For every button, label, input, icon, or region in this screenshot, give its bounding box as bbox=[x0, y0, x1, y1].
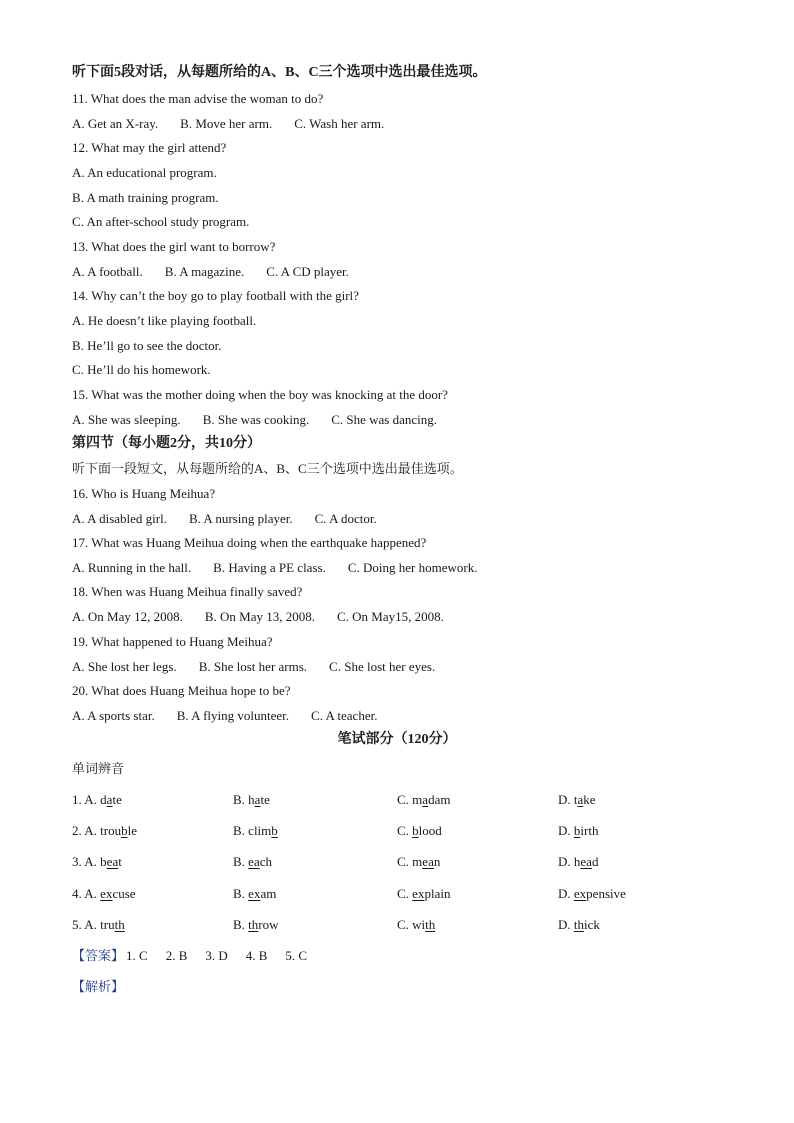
word-option bbox=[233, 854, 272, 870]
word-text: D. h bbox=[558, 854, 581, 869]
underlined-letters: b bbox=[573, 823, 581, 838]
options-20 bbox=[72, 708, 377, 724]
word-text: B. h bbox=[233, 792, 255, 807]
options-15 bbox=[72, 412, 437, 428]
question-17: 17. What was Huang Meihua doing when the earthquake happened? bbox=[72, 535, 427, 550]
options-19 bbox=[72, 659, 435, 675]
word-option bbox=[233, 823, 278, 839]
option-b: B. A flying volunteer. bbox=[176, 708, 290, 723]
question-15: 15. What was the mother doing when the boy was knocking at the door? bbox=[72, 387, 448, 402]
analysis-label: 【解析】 bbox=[72, 979, 125, 994]
underlined-letters: b bbox=[412, 823, 419, 838]
underlined-letters: ex bbox=[573, 886, 587, 901]
word-text: am bbox=[260, 886, 277, 901]
underlined-letters: a bbox=[254, 792, 261, 807]
options-18 bbox=[72, 609, 444, 625]
option-a: A. Running in the hall. bbox=[72, 560, 192, 575]
word-text: d bbox=[591, 854, 599, 869]
answer-4: 4. B bbox=[245, 948, 268, 963]
option-a: A. She was sleeping. bbox=[72, 412, 181, 427]
question-18: 18. When was Huang Meihua finally saved? bbox=[72, 584, 303, 599]
written-part-title: 笔试部分（120分） bbox=[337, 732, 457, 747]
word-text: cuse bbox=[112, 886, 136, 901]
word-option bbox=[233, 917, 279, 933]
word-text: C. bbox=[397, 886, 413, 901]
word-text: dam bbox=[428, 792, 451, 807]
question-19: 19. What happened to Huang Meihua? bbox=[72, 634, 273, 649]
word-text: irth bbox=[580, 823, 599, 838]
word-text: 5. A. tru bbox=[72, 917, 115, 932]
answer-3: 3. D bbox=[205, 948, 228, 963]
word-option bbox=[233, 792, 270, 808]
word-text: B. bbox=[233, 917, 249, 932]
options-13 bbox=[72, 264, 349, 280]
word-text: pensive bbox=[586, 886, 626, 901]
underlined-letters: ea bbox=[248, 854, 260, 869]
option-c: C. A CD player. bbox=[266, 264, 349, 279]
word-text: C. wi bbox=[397, 917, 426, 932]
option-a: A. She lost her legs. bbox=[72, 659, 177, 674]
underlined-letters: ex bbox=[100, 886, 113, 901]
word-text: C. m bbox=[397, 854, 423, 869]
word-text: plain bbox=[424, 886, 451, 901]
option-a: A. An educational program. bbox=[72, 165, 217, 180]
word-option bbox=[72, 917, 125, 933]
word-text: B. bbox=[233, 886, 249, 901]
option-b: B. He’ll go to see the doctor. bbox=[72, 338, 222, 353]
word-text: B. clim bbox=[233, 823, 272, 838]
underlined-letters: th bbox=[425, 917, 436, 932]
options-16 bbox=[72, 511, 377, 527]
underlined-letters: b bbox=[121, 823, 128, 838]
option-c: C. Doing her homework. bbox=[347, 560, 478, 575]
underlined-letters: th bbox=[573, 917, 585, 932]
option-b: B. Move her arm. bbox=[180, 116, 273, 131]
word-text: C. m bbox=[397, 792, 423, 807]
underlined-letters: ea bbox=[580, 854, 592, 869]
option-c: C. An after-school study program. bbox=[72, 214, 250, 229]
word-option bbox=[72, 792, 122, 808]
question-16: 16. Who is Huang Meihua? bbox=[72, 486, 216, 501]
word-option bbox=[397, 854, 440, 870]
word-option bbox=[397, 823, 442, 839]
answer-line bbox=[72, 948, 325, 964]
word-option bbox=[558, 792, 596, 808]
answer-label: 【答案】 bbox=[72, 948, 125, 963]
option-a: A. A disabled girl. bbox=[72, 511, 167, 526]
underlined-letters: th bbox=[114, 917, 125, 932]
word-pronunciation-title: 单词辨音 bbox=[72, 761, 125, 776]
word-text: 3. A. b bbox=[72, 854, 107, 869]
option-a: A. A sports star. bbox=[72, 708, 155, 723]
word-text: t bbox=[118, 854, 122, 869]
word-text: C. bbox=[397, 823, 413, 838]
word-text: lood bbox=[418, 823, 442, 838]
word-option bbox=[397, 792, 450, 808]
word-text: D. bbox=[558, 917, 574, 932]
word-text: B. bbox=[233, 854, 249, 869]
underlined-letters: ex bbox=[412, 886, 425, 901]
word-text: ch bbox=[259, 854, 272, 869]
answer-5: 5. C bbox=[285, 948, 308, 963]
word-option bbox=[72, 854, 122, 870]
underlined-letters: ex bbox=[248, 886, 261, 901]
word-text: D. t bbox=[558, 792, 578, 807]
option-a: A. On May 12, 2008. bbox=[72, 609, 183, 624]
word-option bbox=[558, 917, 600, 933]
option-c: C. Wash her arm. bbox=[294, 116, 385, 131]
option-a: A. A football. bbox=[72, 264, 143, 279]
word-text: D. bbox=[558, 886, 574, 901]
underlined-letters: a bbox=[106, 792, 113, 807]
options-17 bbox=[72, 560, 477, 576]
word-text: 1. A. d bbox=[72, 792, 107, 807]
section-title: 第四节（每小题2分，共10分） bbox=[72, 436, 261, 451]
word-option bbox=[72, 823, 137, 839]
word-option bbox=[72, 886, 136, 902]
option-b: B. A magazine. bbox=[164, 264, 245, 279]
option-b: B. A nursing player. bbox=[188, 511, 293, 526]
word-text: te bbox=[260, 792, 270, 807]
word-option bbox=[233, 886, 276, 902]
option-b: B. She was cooking. bbox=[202, 412, 310, 427]
option-a: A. He doesn’t like playing football. bbox=[72, 313, 257, 328]
option-b: B. A math training program. bbox=[72, 190, 219, 205]
underlined-letters: a bbox=[422, 792, 429, 807]
options-11 bbox=[72, 116, 384, 132]
word-text: row bbox=[258, 917, 279, 932]
option-b: B. Having a PE class. bbox=[213, 560, 326, 575]
option-c: C. A teacher. bbox=[311, 708, 378, 723]
word-text: ke bbox=[583, 792, 596, 807]
option-c: C. On May15, 2008. bbox=[337, 609, 444, 624]
section-instruction: 听下面一段短文，从每题所给的A、B、C三个选项中选出最佳选项。 bbox=[72, 461, 463, 476]
section-heading: 听下面5段对话，从每题所给的A、B、C三个选项中选出最佳选项。 bbox=[72, 65, 487, 80]
word-text: le bbox=[127, 823, 138, 838]
word-text: ick bbox=[584, 917, 600, 932]
word-option bbox=[397, 917, 435, 933]
question-12: 12. What may the girl attend? bbox=[72, 140, 227, 155]
word-option bbox=[558, 886, 626, 902]
question-14: 14. Why can’t the boy go to play football with the girl? bbox=[72, 288, 359, 303]
underlined-letters: ea bbox=[106, 854, 119, 869]
word-option bbox=[558, 854, 598, 870]
option-c: C. She was dancing. bbox=[331, 412, 438, 427]
question-13: 13. What does the girl want to borrow? bbox=[72, 239, 276, 254]
word-text: 4. A. bbox=[72, 886, 101, 901]
option-c: C. She lost her eyes. bbox=[329, 659, 436, 674]
option-c: C. A doctor. bbox=[314, 511, 377, 526]
word-text: 2. A. trou bbox=[72, 823, 122, 838]
option-c: C. He’ll do his homework. bbox=[72, 362, 211, 377]
answer-2: 2. B bbox=[165, 948, 188, 963]
underlined-letters: ea bbox=[422, 854, 434, 869]
question-11: 11. What does the man advise the woman to do? bbox=[72, 91, 324, 106]
question-20: 20. What does Huang Meihua hope to be? bbox=[72, 683, 291, 698]
answer-1: 1. C bbox=[126, 948, 148, 963]
word-text: D. bbox=[558, 823, 574, 838]
option-b: B. She lost her arms. bbox=[198, 659, 308, 674]
option-a: A. Get an X-ray. bbox=[72, 116, 159, 131]
word-text: n bbox=[433, 854, 441, 869]
underlined-letters: th bbox=[248, 917, 259, 932]
word-option bbox=[397, 886, 450, 902]
word-text: te bbox=[112, 792, 122, 807]
word-option bbox=[558, 823, 598, 839]
underlined-letters: b bbox=[271, 823, 278, 838]
underlined-letters: a bbox=[577, 792, 584, 807]
option-b: B. On May 13, 2008. bbox=[204, 609, 315, 624]
